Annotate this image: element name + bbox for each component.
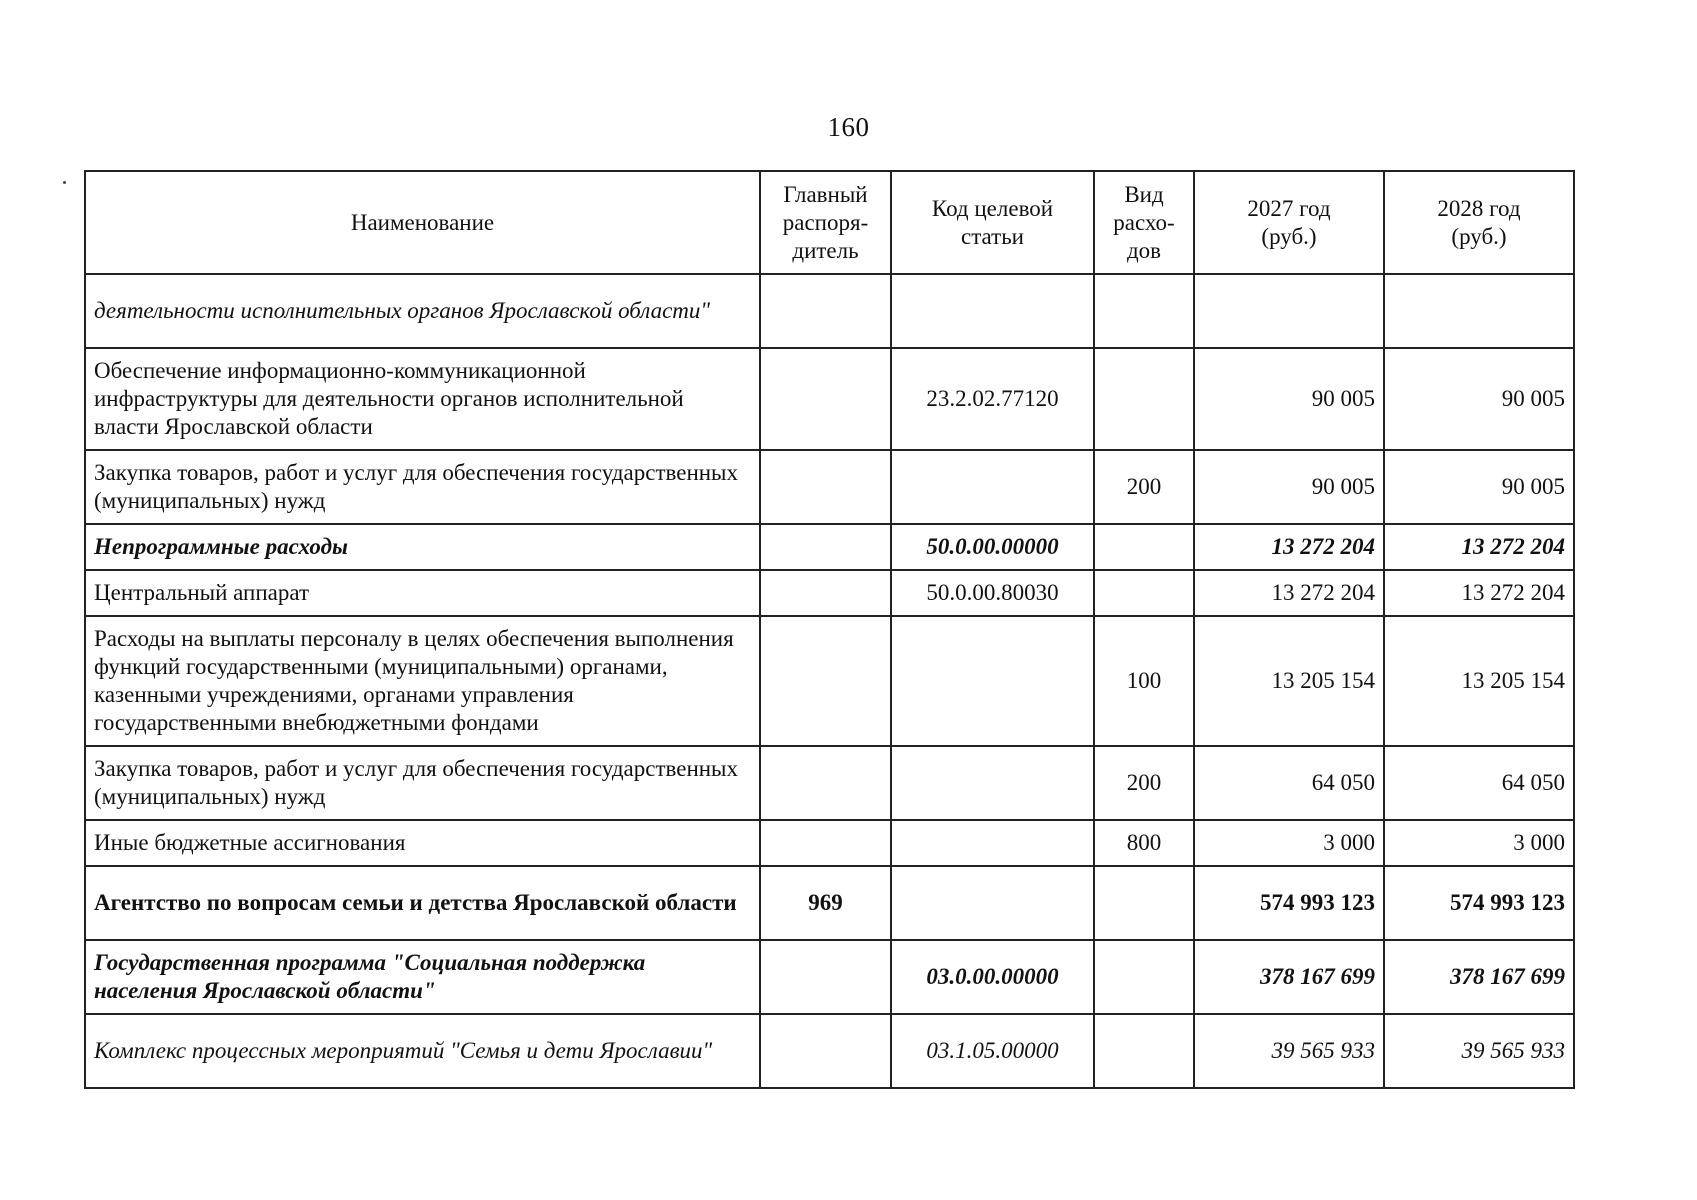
cell-type [1094, 524, 1194, 570]
cell-2027: 13 272 204 [1194, 524, 1384, 570]
cell-manager [760, 820, 891, 866]
cell-2028: 39 565 933 [1384, 1014, 1574, 1088]
cell-type [1094, 866, 1194, 940]
cell-type: 200 [1094, 450, 1194, 524]
cell-2027: 90 005 [1194, 450, 1384, 524]
budget-table [84, 170, 1575, 1089]
cell-code [891, 274, 1094, 348]
cell-2028: 90 005 [1384, 450, 1574, 524]
cell-type: 100 [1094, 616, 1194, 746]
cell-manager [760, 450, 891, 524]
cell-manager: 969 [760, 866, 891, 940]
header-code: Код целевой статьи [891, 171, 1094, 274]
cell-name: Центральный аппарат [85, 570, 760, 616]
cell-code: 03.0.00.00000 [891, 940, 1094, 1014]
scan-speck [63, 181, 66, 184]
cell-code: 50.0.00.80030 [891, 570, 1094, 616]
cell-2028: 378 167 699 [1384, 940, 1574, 1014]
cell-name: Государственная программа "Социальная поддержка населения Ярославской области" [85, 940, 760, 1014]
cell-type [1094, 348, 1194, 450]
table-row [85, 1014, 1574, 1088]
header-type: Вид расхо- дов [1094, 171, 1194, 274]
cell-code [891, 450, 1094, 524]
cell-2028 [1384, 274, 1574, 348]
table-row [85, 866, 1574, 940]
table-row [85, 524, 1574, 570]
cell-2028: 13 205 154 [1384, 616, 1574, 746]
cell-manager [760, 524, 891, 570]
table-row [85, 348, 1574, 450]
table-row [85, 616, 1574, 746]
cell-2027: 90 005 [1194, 348, 1384, 450]
cell-name: деятельности исполнительных органов Ярославской области" [85, 274, 760, 348]
cell-name: Комплекс процессных мероприятий "Семья и дети Ярославии" [85, 1014, 760, 1088]
cell-manager [760, 940, 891, 1014]
table-row [85, 570, 1574, 616]
header-manager: Главный распоря- дитель [760, 171, 891, 274]
cell-2027: 64 050 [1194, 746, 1384, 820]
cell-manager [760, 348, 891, 450]
cell-code: 23.2.02.77120 [891, 348, 1094, 450]
cell-2028: 90 005 [1384, 348, 1574, 450]
table-row [85, 274, 1574, 348]
cell-code [891, 866, 1094, 940]
cell-type [1094, 1014, 1194, 1088]
cell-manager [760, 570, 891, 616]
table-header-row [85, 171, 1574, 274]
cell-name: Закупка товаров, работ и услуг для обеспечения государственных (муниципальных) нужд [85, 746, 760, 820]
cell-type: 800 [1094, 820, 1194, 866]
page-number: 160 [827, 112, 870, 142]
cell-manager [760, 746, 891, 820]
header-2027: 2027 год (руб.) [1194, 171, 1384, 274]
cell-name: Иные бюджетные ассигнования [85, 820, 760, 866]
cell-type: 200 [1094, 746, 1194, 820]
cell-name: Расходы на выплаты персоналу в целях обеспечения выполнения функций государственными (муниципальными) органами, казенными учреждениями, органами управления государственными внебюджетными фондами [85, 616, 760, 746]
cell-manager [760, 274, 891, 348]
table-row [85, 940, 1574, 1014]
cell-code: 50.0.00.00000 [891, 524, 1094, 570]
cell-code [891, 616, 1094, 746]
cell-2027: 574 993 123 [1194, 866, 1384, 940]
cell-2028: 64 050 [1384, 746, 1574, 820]
cell-code: 03.1.05.00000 [891, 1014, 1094, 1088]
cell-2027: 13 205 154 [1194, 616, 1384, 746]
cell-2027 [1194, 274, 1384, 348]
cell-2027: 3 000 [1194, 820, 1384, 866]
cell-name: Непрограммные расходы [85, 524, 760, 570]
cell-manager [760, 1014, 891, 1088]
cell-2028: 13 272 204 [1384, 570, 1574, 616]
cell-code [891, 746, 1094, 820]
cell-2027: 39 565 933 [1194, 1014, 1384, 1088]
cell-code [891, 820, 1094, 866]
cell-name: Обеспечение информационно-коммуникационной инфраструктуры для деятельности органов исполнительной власти Ярославской области [85, 348, 760, 450]
table-row [85, 450, 1574, 524]
cell-2027: 13 272 204 [1194, 570, 1384, 616]
cell-manager [760, 616, 891, 746]
cell-name: Закупка товаров, работ и услуг для обеспечения государственных (муниципальных) нужд [85, 450, 760, 524]
cell-name: Агентство по вопросам семьи и детства Ярославской области [85, 866, 760, 940]
cell-2027: 378 167 699 [1194, 940, 1384, 1014]
table-row [85, 820, 1574, 866]
header-name: Наименование [85, 171, 760, 274]
cell-type [1094, 274, 1194, 348]
cell-2028: 574 993 123 [1384, 866, 1574, 940]
table-row [85, 746, 1574, 820]
header-2028: 2028 год (руб.) [1384, 171, 1574, 274]
cell-2028: 13 272 204 [1384, 524, 1574, 570]
cell-type [1094, 940, 1194, 1014]
cell-type [1094, 570, 1194, 616]
cell-2028: 3 000 [1384, 820, 1574, 866]
